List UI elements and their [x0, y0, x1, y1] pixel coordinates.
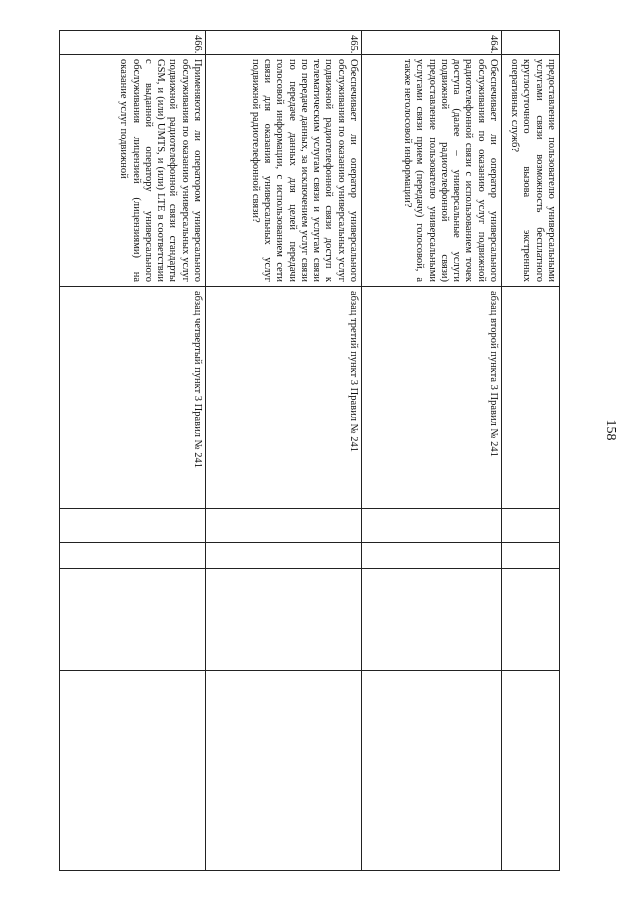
table-row	[206, 31, 362, 871]
row-number: 465.	[206, 31, 362, 55]
row-number: 466.	[60, 31, 206, 55]
page-number: 158	[603, 419, 618, 441]
answer-na-cell	[206, 569, 362, 671]
notes-cell	[60, 671, 206, 871]
answer-no-cell	[60, 543, 206, 569]
answer-no-cell	[502, 543, 560, 569]
rotated-table-container	[60, 30, 560, 870]
answer-yes-cell	[502, 509, 560, 543]
row-question: Применяются ли оператором универсального обслуживания по оказанию универсальных услуг подвижной радиотелефонной связи стандарты GSM, и (или) UMTS, и (или) LTE в соответствии с выданной оператору универсального обслуживания лицензией (лицензиями) на оказание услуг подвижной	[60, 55, 206, 287]
row-reference: абзац третий пункт 3 Правил № 241	[206, 287, 362, 509]
row-question: Обеспечивает ли оператор универсального обслуживания по оказанию услуг подвижной радиотелефонной связи с использованием точек доступа (далее – универсальные услуги подвижной радиотелефонной связи) предоставление пользователю универсальными услугами связи прием (передачу) голосовой, а также неголосовой информации?	[362, 55, 502, 287]
answer-yes-cell	[60, 509, 206, 543]
notes-cell	[502, 671, 560, 871]
answer-yes-cell	[206, 509, 362, 543]
row-reference: абзац второй пункта 3 Правил № 241	[362, 287, 502, 509]
answer-no-cell	[362, 543, 502, 569]
answer-na-cell	[502, 569, 560, 671]
table-row	[362, 31, 502, 871]
answer-na-cell	[362, 569, 502, 671]
checklist-table-landscape	[60, 30, 560, 870]
answer-na-cell	[60, 569, 206, 671]
row-number: 464.	[362, 31, 502, 55]
row-reference: абзац четвертый пункт 3 Правил № 241	[60, 287, 206, 509]
row-reference	[502, 287, 560, 509]
table-row	[60, 31, 206, 871]
answer-yes-cell	[362, 509, 502, 543]
row-question: предоставление пользователю универсальными услугами связи возможность бесплатного круглосуточного вызова экстренных оперативных служб?	[502, 55, 560, 287]
notes-cell	[206, 671, 362, 871]
row-number	[502, 31, 560, 55]
table-row	[502, 31, 560, 871]
notes-cell	[362, 671, 502, 871]
checklist-table	[59, 30, 560, 871]
row-question: Обеспечивает ли оператор универсального обслуживания по оказанию универсальных услуг подвижной радиотелефонной связи доступ к телематическим услугам связи и услугам связи по передаче данных, за исключением услуг связи по передаче данных для целей передачи голосовой информации, с использованием сети связи для оказания универсальных услуг подвижной радиотелефонной связи?	[206, 55, 362, 287]
answer-no-cell	[206, 543, 362, 569]
